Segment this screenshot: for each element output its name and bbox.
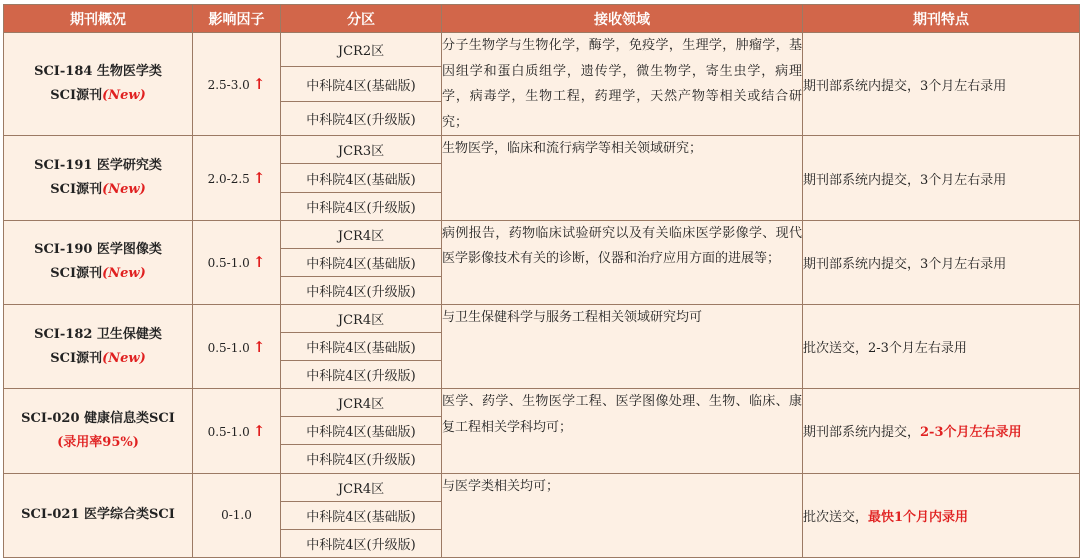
up-arrow-icon: ↑ <box>252 169 266 188</box>
journal-overview <box>4 33 193 136</box>
zone-cell: 中科院4区(升级版) <box>281 361 442 389</box>
journal-code: SCI-182 卫生保健类 <box>34 326 162 342</box>
journal-code: SCI-190 医学图像类 <box>34 242 162 258</box>
up-arrow-icon: ↑ <box>252 421 266 440</box>
impact-factor: 2.0-2.5 ↑ <box>193 136 281 220</box>
journal-source: SCI源刊(New) <box>50 182 146 198</box>
new-tag: (New) <box>102 182 146 198</box>
zone-cell: JCR4区 <box>281 389 442 417</box>
impact-factor: 2.5-3.0 ↑ <box>193 33 281 136</box>
acceptance-rate: (录用率95%) <box>57 434 139 450</box>
up-arrow-icon: ↑ <box>252 75 266 94</box>
table-row <box>4 473 1080 501</box>
impact-factor: 0.5-1.0 ↑ <box>193 389 281 473</box>
journal-overview <box>4 136 193 220</box>
header-row <box>4 5 1080 33</box>
highlight-text: 2-3个月左右录用 <box>920 425 1022 441</box>
zone-cell: 中科院4区(基础版) <box>281 248 442 276</box>
journal-feature: 期刊部系统内提交，3个月左右录用 <box>803 220 1080 304</box>
zone-cell: 中科院4区(基础版) <box>281 501 442 529</box>
journal-source: SCI源刊(New) <box>50 350 146 366</box>
journal-source: SCI源刊(New) <box>50 88 146 104</box>
new-tag: (New) <box>102 88 146 104</box>
impact-factor: 0.5-1.0 ↑ <box>193 304 281 388</box>
journal-feature: 期刊部系统内提交，3个月左右录用 <box>803 136 1080 220</box>
zone-cell: JCR2区 <box>281 33 442 67</box>
accepted-fields: 病例报告，药物临床试验研究以及有关临床医学影像学、现代医学影像技术有关的诊断，仪器和治疗应用方面的进展等； <box>442 220 803 304</box>
impact-factor: 0-1.0 <box>193 473 281 558</box>
zone-cell: JCR4区 <box>281 473 442 501</box>
table-row <box>4 33 1080 67</box>
journal-feature: 期刊部系统内提交，2-3个月左右录用 <box>803 389 1080 473</box>
impact-factor: 0.5-1.0 ↑ <box>193 220 281 304</box>
header-feature: 期刊特点 <box>803 5 1080 33</box>
header-impact: 影响因子 <box>193 5 281 33</box>
zone-cell: 中科院4区(基础版) <box>281 164 442 192</box>
journal-code: SCI-021 医学综合类SCI <box>21 507 175 523</box>
up-arrow-icon: ↑ <box>252 337 266 356</box>
new-tag: (New) <box>102 266 146 282</box>
accepted-fields: 与医学类相关均可； <box>442 473 803 558</box>
journal-overview <box>4 389 193 473</box>
table-row <box>4 304 1080 332</box>
up-arrow-icon: ↑ <box>252 253 266 272</box>
journal-code: SCI-184 生物医学类 <box>34 64 162 80</box>
new-tag: (New) <box>102 350 146 366</box>
zone-cell: JCR4区 <box>281 304 442 332</box>
accepted-fields: 医学、药学、生物医学工程、医学图像处理、生物、临床、康复工程相关学科均可； <box>442 389 803 473</box>
journal-feature: 批次送交，2-3个月左右录用 <box>803 304 1080 388</box>
journal-overview <box>4 473 193 558</box>
header-field: 接收领域 <box>442 5 803 33</box>
accepted-fields: 分子生物学与生物化学，酶学，免疫学，生理学，肿瘤学，基因组学和蛋白质组学，遗传学，微生物学，寄生虫学，病理学，病毒学，生物工程，药理学，天然产物等相关或结合研究； <box>442 33 803 136</box>
journal-source: SCI源刊(New) <box>50 266 146 282</box>
zone-cell: 中科院4区(基础版) <box>281 67 442 101</box>
header-overview: 期刊概况 <box>4 5 193 33</box>
journal-overview <box>4 304 193 388</box>
table-row <box>4 220 1080 248</box>
table-row <box>4 389 1080 417</box>
header-zone: 分区 <box>281 5 442 33</box>
journal-table <box>3 4 1080 558</box>
zone-cell: 中科院4区(升级版) <box>281 445 442 473</box>
highlight-text: 最快1个月内录用 <box>868 509 969 525</box>
zone-cell: JCR3区 <box>281 136 442 164</box>
zone-cell: 中科院4区(升级版) <box>281 276 442 304</box>
journal-code: SCI-191 医学研究类 <box>34 158 162 174</box>
journal-code: SCI-020 健康信息类SCI <box>21 410 175 426</box>
journal-feature: 期刊部系统内提交，3个月左右录用 <box>803 33 1080 136</box>
journal-feature: 批次送交，最快1个月内录用 <box>803 473 1080 558</box>
zone-cell: 中科院4区(升级版) <box>281 192 442 220</box>
table-row <box>4 136 1080 164</box>
zone-cell: 中科院4区(基础版) <box>281 417 442 445</box>
zone-cell: 中科院4区(基础版) <box>281 333 442 361</box>
journal-overview <box>4 220 193 304</box>
accepted-fields: 与卫生保健科学与服务工程相关领域研究均可 <box>442 304 803 388</box>
zone-cell: 中科院4区(升级版) <box>281 529 442 557</box>
accepted-fields: 生物医学，临床和流行病学等相关领域研究； <box>442 136 803 220</box>
zone-cell: JCR4区 <box>281 220 442 248</box>
zone-cell: 中科院4区(升级版) <box>281 101 442 135</box>
